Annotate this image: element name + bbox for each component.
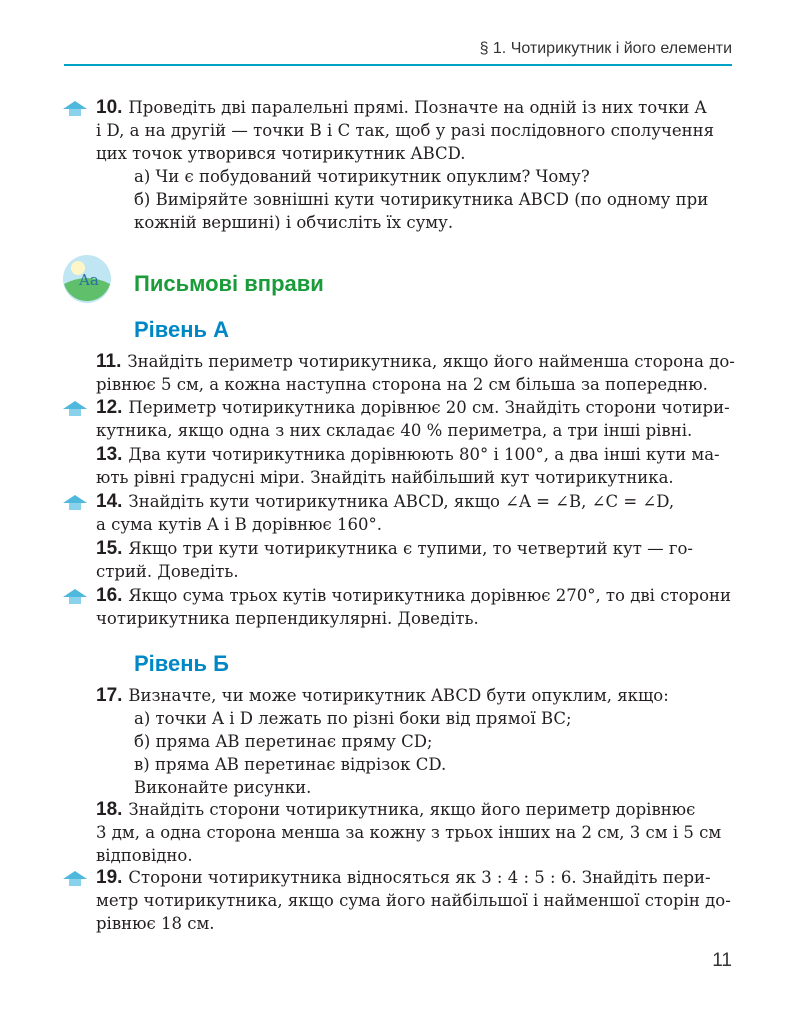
exercise-13: 13. Два кути чотирикутника дорівнюють 80° і 100°, а два інші кути ма- ють рівні градусні міри. Знайдіть найбільший кут чотирикутника. xyxy=(96,444,720,487)
exercise-14: 14. Знайдіть кути чотирикутника ABCD, якщо ∠A = ∠B, ∠C = ∠D, а сума кутів A і B дорівнює 160°. xyxy=(96,491,675,534)
header-title: § 1. Чотирикутник і його елементи xyxy=(479,40,732,57)
level-a-title: Рівень А xyxy=(134,317,230,342)
exercise-17: 17. Визначте, чи може чотирикутник ABCD бути опуклим, якщо: а) точки A і D лежать по різні боки від прямої BC; б) пряма AB перетинає пряму CD; в) пряма AB перетинає відрізок CD. Виконайте рисунки. xyxy=(96,685,669,797)
house-marker-icon xyxy=(62,400,88,418)
house-marker-icon xyxy=(62,494,88,512)
running-header xyxy=(64,36,732,66)
house-marker-icon xyxy=(62,870,88,888)
section-title: Письмові вправи xyxy=(134,271,324,296)
exercise-11: 11. Знайдіть периметр чотирикутника, якщо його найменша сторона до- рівнює 5 см, а кожна наступна сторона на 2 см більша за попередню. xyxy=(96,351,735,394)
section-icon-label: Aa xyxy=(79,271,99,289)
exercise-15: 15. Якщо три кути чотирикутника є тупими, то четвертий кут — го- стрий. Доведіть. xyxy=(96,538,693,581)
house-marker-icon xyxy=(62,588,88,606)
page-number: 11 xyxy=(712,950,732,971)
section-icon xyxy=(62,254,112,304)
exercise-number: 10. xyxy=(96,97,123,118)
house-marker-icon xyxy=(62,100,88,118)
header-rule xyxy=(64,64,732,66)
exercise-16: 16. Якщо сума трьох кутів чотирикутника дорівнює 270°, то дві сторони чотирикутника перпендикулярні. Доведіть. xyxy=(96,585,732,628)
exercise-10: 10. Проведіть дві паралельні прямі. Позначте на одній із них точки A і D, а на другій — точки B і C так, щоб у разі послідовного сполучення цих точок утворився чотирикутник ABCD. а) Чи є побудований чотирикутник опуклим? Чому? б) Виміряйте зовнішні кути чотирикутника ABCD (по одному при кожній вершині) і обчисліть їх суму. xyxy=(96,97,715,232)
exercise-12: 12. Периметр чотирикутника дорівнює 20 см. Знайдіть сторони чотири- кутника, якщо одна з них складає 40 % периметра, а три інші рівні. xyxy=(96,397,730,440)
exercise-19: 19. Сторони чотирикутника відносяться як 3 : 4 : 5 : 6. Знайдіть пери- метр чотирикутника, якщо сума його найбільшої і найменшої сторін до- рівнює 18 см. xyxy=(96,867,731,933)
exercise-18: 18. Знайдіть сторони чотирикутника, якщо його периметр дорівнює 3 дм, а одна сторона менша за кожну з трьох інших на 2 см, 3 см і 5 см відповідно. xyxy=(96,799,722,865)
level-b-title: Рівень Б xyxy=(134,651,229,676)
